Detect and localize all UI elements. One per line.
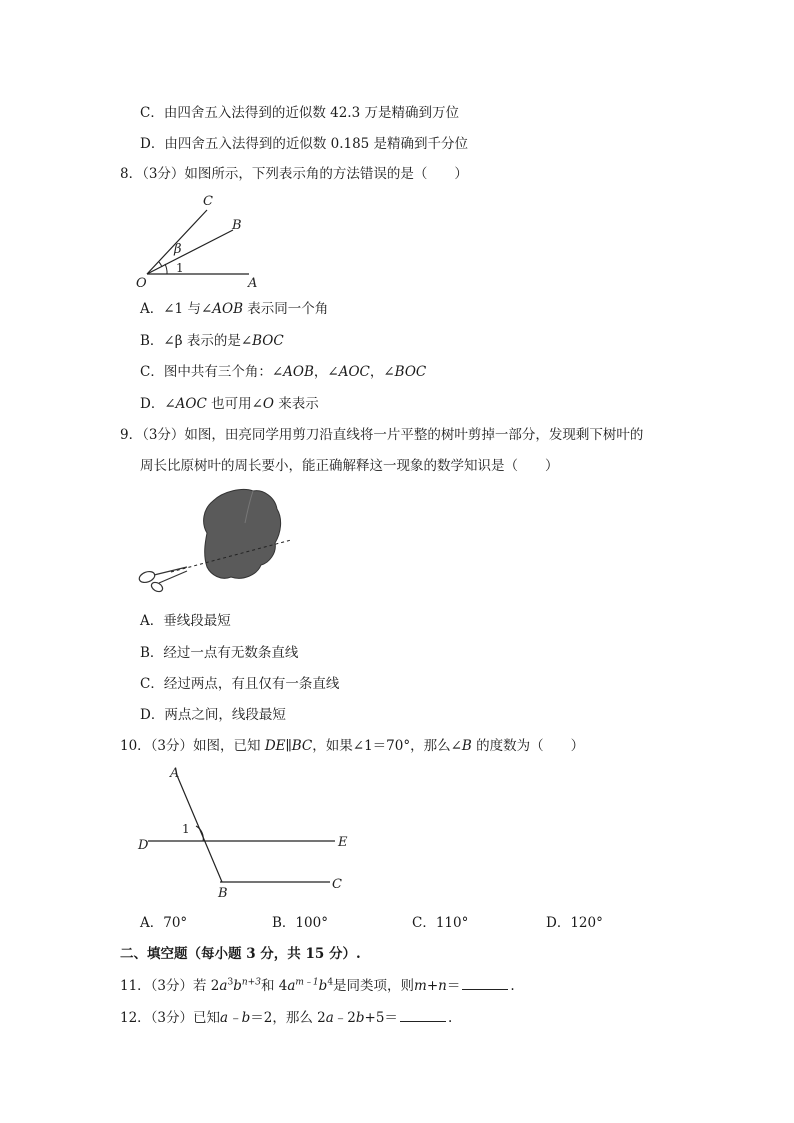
q10-label-c: C [332, 877, 342, 892]
q10-parallel-lines-figure [130, 763, 360, 903]
q8-label-1: 1 [176, 261, 184, 275]
q10-label-a: A [170, 766, 180, 781]
q10-option-c: C．110° [412, 915, 469, 931]
q11-stem: 11．（3分）若 $2a^3b^{n+3}$和 $4a^{m﹣1}b^4$是同类项，则m+n＝ . [120, 977, 515, 994]
q9-leaf-scissors-figure [135, 483, 295, 593]
q8-stem: 8．（3分）如图所示，下列表示角的方法错误的是（ ） [120, 166, 468, 182]
q8-option-a: A．∠1 与∠AOB 表示同一个角 [140, 301, 329, 317]
q11-answer-blank[interactable] [462, 977, 508, 990]
q10-stem: 10．（3分）如图，已知 DE∥BC，如果∠1＝70°，那么∠B 的度数为（ ） [120, 738, 585, 754]
q7-option-c: C．由四舍五入法得到的近似数 42.3 万是精确到万位 [140, 105, 459, 121]
q10-label-d: D [138, 838, 149, 853]
q8-label-o: O [136, 276, 147, 290]
q10-label-e: E [338, 835, 348, 850]
q8-label-c: C [203, 194, 213, 209]
section-2-title: 二、填空题（每小题 3 分，共 15 分）. [120, 946, 361, 962]
q10-option-b: B．100° [272, 915, 328, 931]
q8-angle-figure [130, 190, 280, 290]
q8-option-c: C．图中共有三个角：∠AOB，∠AOC，∠BOC [140, 364, 427, 380]
q9-option-b: B．经过一点有无数条直线 [140, 645, 299, 661]
q8-label-beta: β [174, 242, 182, 257]
q10-label-b: B [218, 886, 228, 901]
q10-option-d: D．120° [546, 915, 603, 931]
q12-stem: 12．（3分）已知a﹣b＝2，那么 2a﹣2b+5＝ . [120, 1010, 453, 1026]
q9-option-c: C．经过两点，有且仅有一条直线 [140, 676, 340, 692]
q8-label-b: B [232, 218, 242, 233]
q7-option-d: D．由四舍五入法得到的近似数 0.185 是精确到千分位 [140, 136, 469, 152]
q8-option-b: B．∠β 表示的是∠BOC [140, 333, 284, 349]
q8-label-a: A [248, 276, 258, 290]
q8-option-d: D．∠AOC 也可用∠O 来表示 [140, 396, 319, 412]
q9-option-a: A．垂线段最短 [140, 613, 231, 629]
q10-label-1: 1 [182, 822, 190, 836]
q12-answer-blank[interactable] [400, 1009, 446, 1022]
q9-option-d: D．两点之间，线段最短 [140, 707, 286, 723]
q9-stem-line1: 9．（3分）如图，田亮同学用剪刀沿直线将一片平整的树叶剪掉一部分，发现剩下树叶的 [120, 427, 644, 443]
q9-stem-line2: 周长比原树叶的周长要小，能正确解释这一现象的数学知识是（ ） [140, 458, 559, 474]
q10-option-a: A．70° [140, 915, 188, 931]
